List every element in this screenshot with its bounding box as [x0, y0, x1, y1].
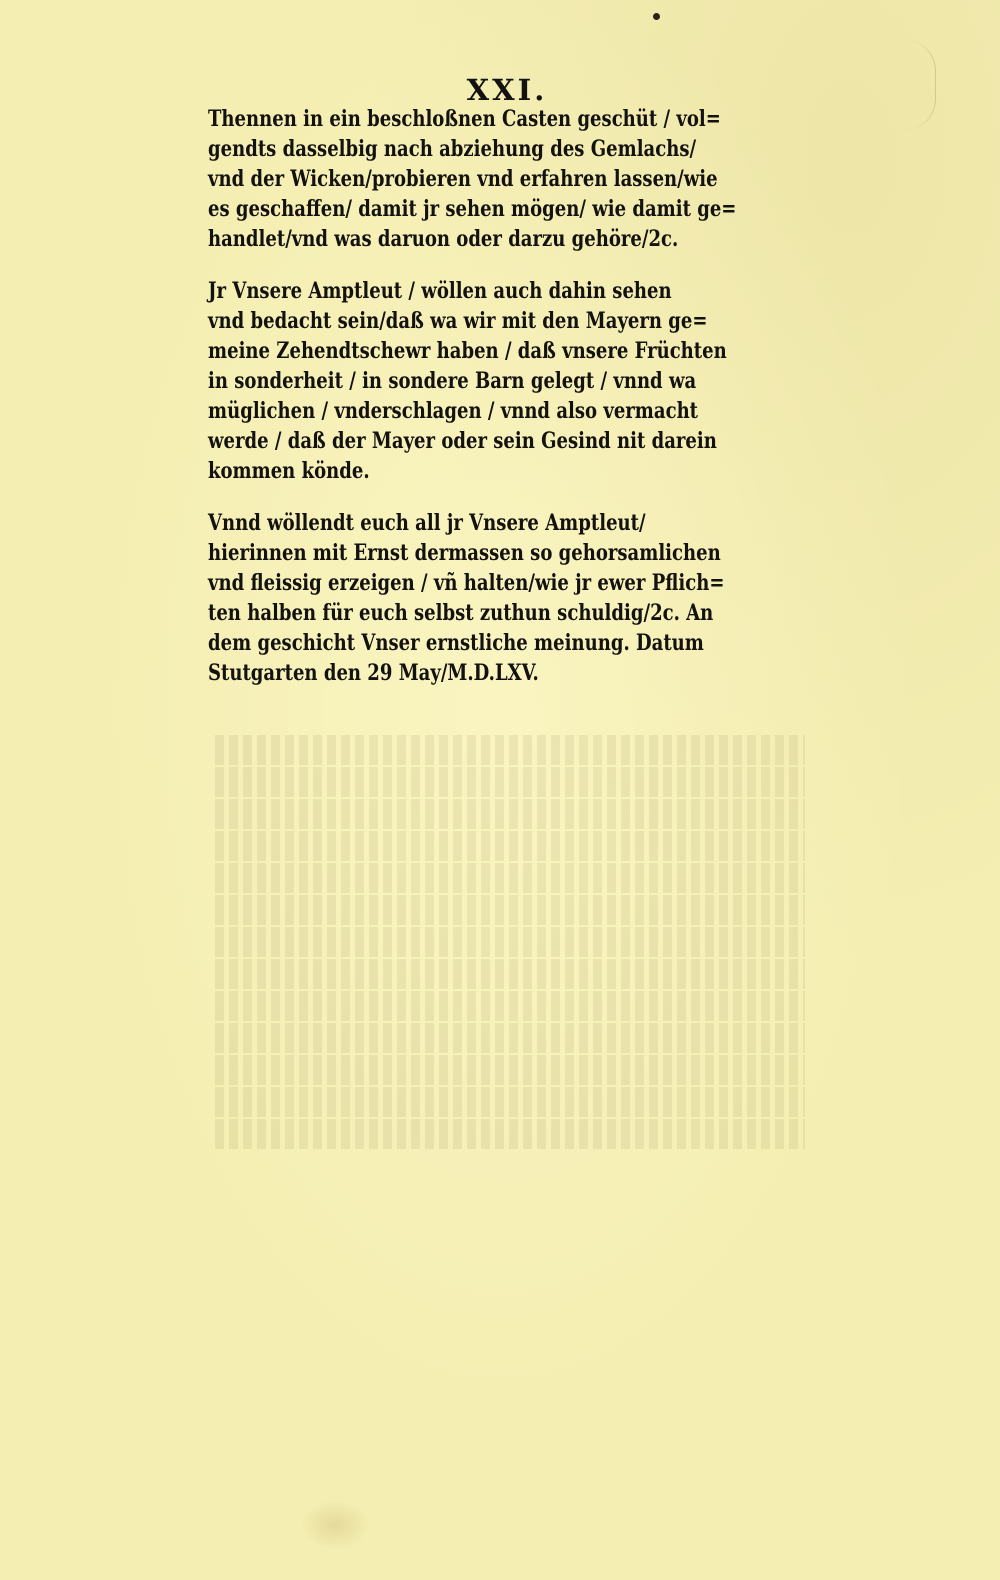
text-line: Vnnd wöllendt euch all jr Vnsere Amptleut/ [208, 510, 646, 536]
show-through-line [215, 799, 805, 829]
text-line: gendts dasselbig nach abziehung des Gemlachs/ [208, 136, 697, 162]
folio-number: XXI. [466, 73, 548, 107]
paragraph-2 [208, 276, 808, 486]
show-through-line [215, 959, 805, 989]
show-through-line [215, 895, 805, 925]
text-line: Jr Vnsere Amptleut / wöllen auch dahin sehen [208, 278, 672, 304]
text-line: handlet/vnd was daruon oder darzu gehöre/2c. [208, 226, 679, 252]
show-through-line [215, 1023, 805, 1053]
show-through-line [215, 767, 805, 797]
text-line: müglichen / vnderschlagen / vnnd also vermacht [208, 398, 699, 424]
body-text [208, 104, 808, 710]
show-through-line [215, 863, 805, 893]
paper-stain [300, 1500, 370, 1550]
show-through-line [215, 927, 805, 957]
text-line: Thennen in ein beschloßnen Casten geschüt / vol= [208, 106, 721, 132]
show-through-line [215, 831, 805, 861]
ink-speck [653, 13, 660, 20]
text-line: hierinnen mit Ernst dermassen so gehorsamlichen [208, 540, 721, 566]
paragraph-1 [208, 104, 808, 254]
text-line: kommen könde. [208, 458, 370, 484]
page-corner-crease [905, 40, 936, 130]
text-line: Stutgarten den 29 May/M.D.LXV. [208, 660, 539, 686]
text-line: in sonderheit / in sondere Barn gelegt / vnnd wa [208, 368, 697, 394]
show-through-line [215, 991, 805, 1021]
text-line: es geschaffen/ damit jr sehen mögen/ wie damit ge= [208, 196, 737, 222]
text-line: ten halben für euch selbst zuthun schuldig/2c. An [208, 600, 714, 626]
show-through-line [215, 1055, 805, 1085]
show-through-line [215, 1119, 805, 1149]
text-line: dem geschicht Vnser ernstliche meinung. Datum [208, 630, 704, 656]
paragraph-3 [208, 508, 808, 688]
text-line: werde / daß der Mayer oder sein Gesind nit darein [208, 428, 717, 454]
show-through-line [215, 735, 805, 765]
text-line: vnd bedacht sein/daß wa wir mit den Mayern ge= [208, 308, 708, 334]
text-line: meine Zehendtschewr haben / daß vnsere Früchten [208, 338, 727, 364]
text-line: vnd fleissig erzeigen / vñ halten/wie jr ewer Pflich= [208, 570, 725, 596]
show-through-line [215, 1087, 805, 1117]
text-line: vnd der Wicken/probieren vnd erfahren lassen/wie [208, 166, 718, 192]
show-through-text [215, 735, 805, 1165]
